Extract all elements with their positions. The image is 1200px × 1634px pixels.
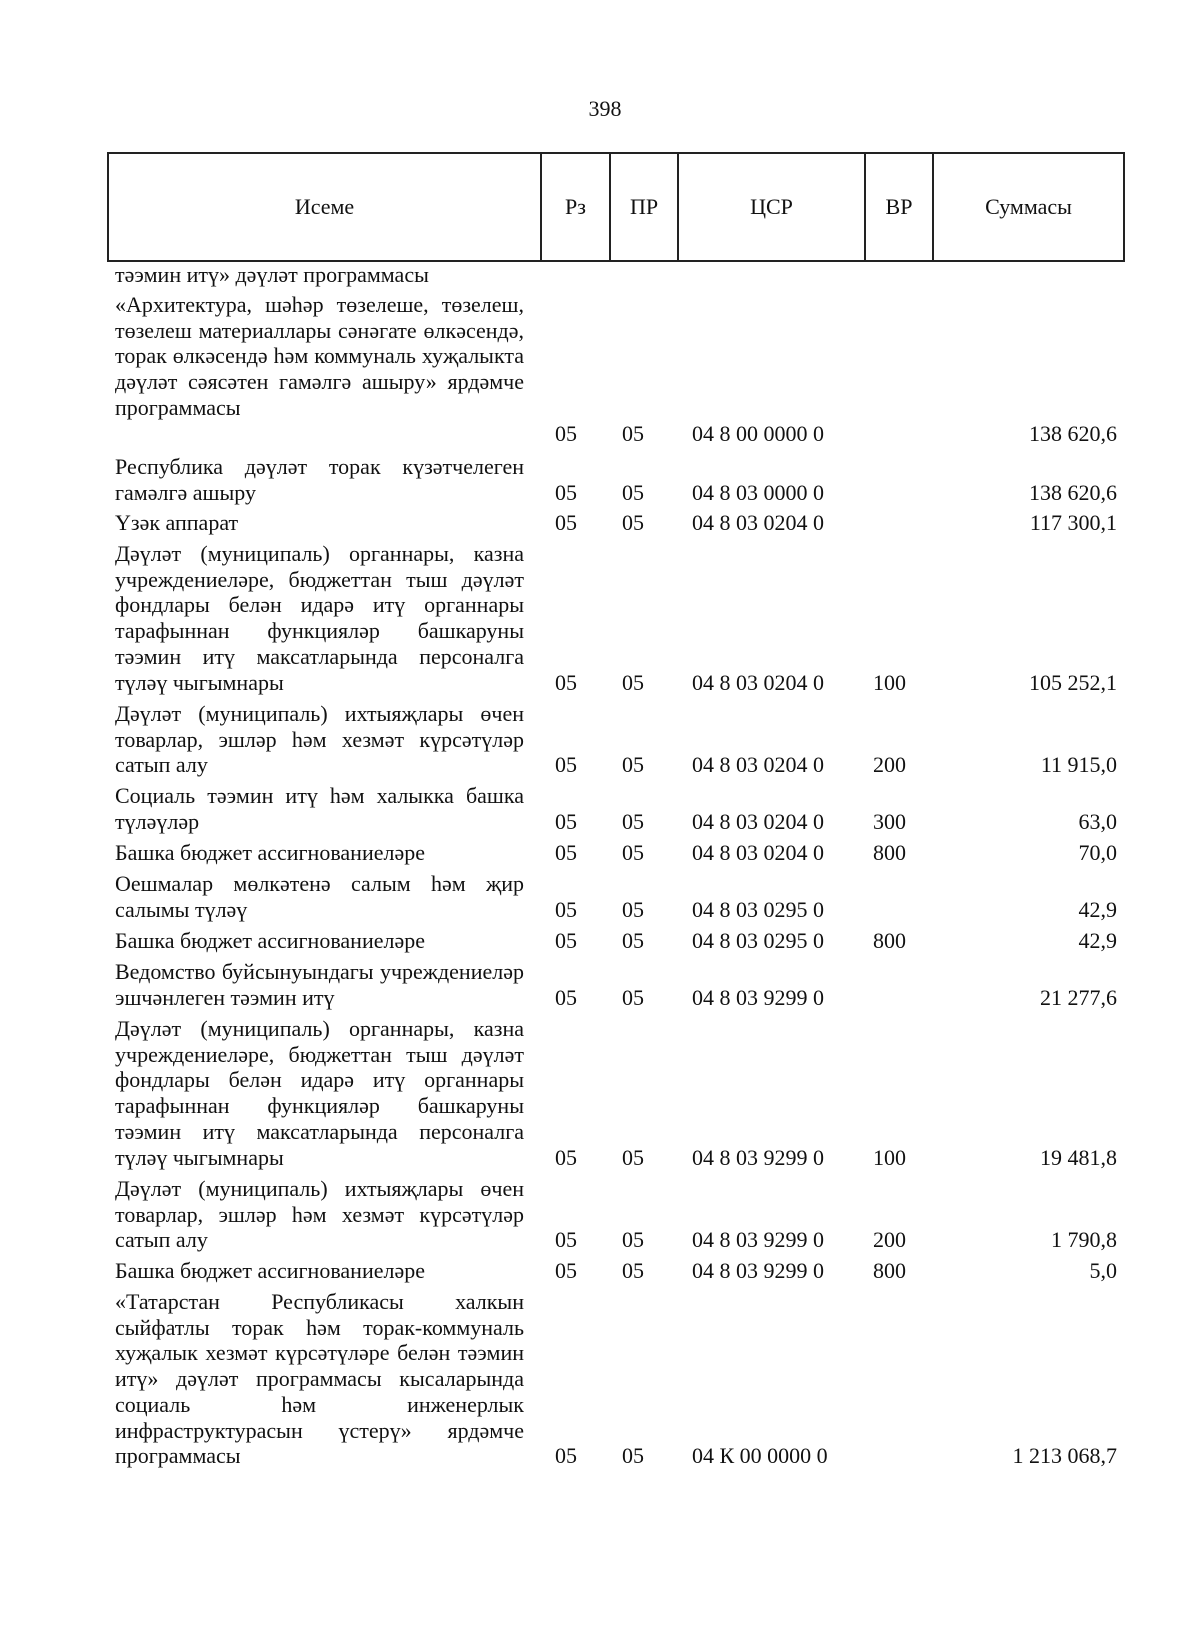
row-vr: 800	[873, 840, 906, 866]
row-name: «Архитектура, шәһәр төзелеше, төзелеш, төзелеш материаллары сәнәгате өлкәсендә, торак өлкәсендә һәм коммуналь хуҗалыкта дәүләт сәясәтен гамәлгә ашыру» ярдәмче программасы	[115, 292, 524, 420]
table-row	[0, 871, 1200, 923]
row-csr: 04 К 00 0000 0	[692, 1443, 828, 1469]
row-pr: 05	[622, 1227, 644, 1253]
row-rz: 05	[555, 840, 577, 866]
row-sum: 138 620,6	[1029, 421, 1117, 447]
header-rz: Рз	[540, 154, 609, 260]
row-csr: 04 8 00 0000 0	[692, 421, 824, 447]
row-name: Дәүләт (муниципаль) органнары, казна учреждениеләре, бюджеттан тыш дәүләт фондлары белән идарә итү органнары тарафыннан функцияләр башкаруны тәэмин итү максатларында персоналга түләү чыгымнары	[115, 1016, 524, 1170]
table-row	[0, 701, 1200, 778]
row-pr: 05	[622, 809, 644, 835]
row-csr: 04 8 03 0000 0	[692, 480, 824, 506]
table-row	[0, 454, 1200, 506]
row-rz: 05	[555, 897, 577, 923]
table-row	[0, 1176, 1200, 1253]
table-row	[0, 510, 1200, 536]
row-vr: 300	[873, 809, 906, 835]
header-pr: ПР	[609, 154, 677, 260]
row-rz: 05	[555, 752, 577, 778]
row-pr: 05	[622, 897, 644, 923]
row-csr: 04 8 03 9299 0	[692, 1145, 824, 1171]
row-name: Дәүләт (муниципаль) ихтыяҗлары өчен товарлар, эшләр һәм хезмәт күрсәтүләр сатып алу	[115, 1176, 524, 1253]
row-name: Оешмалар мөлкәтенә салым һәм җир салымы түләү	[115, 871, 524, 922]
row-csr: 04 8 03 9299 0	[692, 1258, 824, 1284]
table-row	[0, 1289, 1200, 1469]
row-csr: 04 8 03 0295 0	[692, 897, 824, 923]
header-name: Исеме	[294, 194, 355, 219]
row-vr: 100	[873, 1145, 906, 1171]
row-vr: 800	[873, 928, 906, 954]
row-sum: 21 277,6	[1040, 985, 1117, 1011]
row-pr: 05	[622, 670, 644, 696]
row-csr: 04 8 03 0204 0	[692, 752, 824, 778]
row-name: «Татарстан Республикасы халкын сыйфатлы торак һәм торак-коммуналь хуҗалык хезмәт күрсәтүләре белән тәэмин итү» дәүләт программасы кысаларында социаль һәм инженерлык инфраструктурасын үстерү» ярдәмче программасы	[115, 1289, 524, 1469]
row-sum: 138 620,6	[1029, 480, 1117, 506]
row-name: Республика дәүләт торак күзәтчелеген гамәлгә ашыру	[115, 454, 524, 505]
row-pr: 05	[622, 985, 644, 1011]
row-vr: 100	[873, 670, 906, 696]
table-row	[0, 1016, 1200, 1171]
row-pr: 05	[622, 510, 644, 536]
row-sum: 117 300,1	[1029, 510, 1117, 536]
row-csr: 04 8 03 9299 0	[692, 1227, 824, 1253]
row-pr: 05	[622, 1258, 644, 1284]
row-csr: 04 8 03 0204 0	[692, 510, 824, 536]
row-pr: 05	[622, 928, 644, 954]
table-row	[0, 262, 1200, 288]
row-name: Үзәк аппарат	[115, 510, 239, 535]
row-name: Дәүләт (муниципаль) органнары, казна учреждениеләре, бюджеттан тыш дәүләт фондлары белән идарә итү органнары тарафыннан функцияләр башкаруны тәэмин итү максатларында персоналга түләү чыгымнары	[115, 541, 524, 695]
page-number: 398	[588, 96, 622, 121]
row-rz: 05	[555, 480, 577, 506]
row-name: Социаль тәэмин итү һәм халыкка башка түләүләр	[115, 783, 524, 834]
row-vr: 200	[873, 1227, 906, 1253]
row-name: Дәүләт (муниципаль) ихтыяҗлары өчен товарлар, эшләр һәм хезмәт күрсәтүләр сатып алу	[115, 701, 524, 778]
row-sum: 1 213 068,7	[1012, 1443, 1117, 1469]
header-vr: ВР	[864, 154, 932, 260]
row-sum: 11 915,0	[1040, 752, 1117, 778]
row-sum: 19 481,8	[1040, 1145, 1117, 1171]
row-sum: 5,0	[1089, 1258, 1117, 1284]
row-rz: 05	[555, 510, 577, 536]
table-row	[0, 1258, 1200, 1284]
row-sum: 70,0	[1078, 840, 1117, 866]
row-name: Ведомство буйсынуындагы учреждениеләр эшчәнлеген тәэмин итү	[115, 959, 524, 1010]
row-sum: 105 252,1	[1029, 670, 1117, 696]
row-rz: 05	[555, 1227, 577, 1253]
row-name: Башка бюджет ассигнованиеләре	[115, 928, 425, 953]
table-row	[0, 292, 1200, 447]
header-sum: Суммасы	[932, 154, 1123, 260]
row-pr: 05	[622, 840, 644, 866]
row-rz: 05	[555, 1258, 577, 1284]
row-rz: 05	[555, 1443, 577, 1469]
row-csr: 04 8 03 9299 0	[692, 985, 824, 1011]
row-rz: 05	[555, 670, 577, 696]
table-header	[107, 152, 1125, 262]
row-csr: 04 8 03 0204 0	[692, 670, 824, 696]
row-pr: 05	[622, 1145, 644, 1171]
row-name: Башка бюджет ассигнованиеләре	[115, 840, 425, 865]
row-name: тәэмин итү» дәүләт программасы	[115, 262, 429, 287]
row-name: Башка бюджет ассигнованиеләре	[115, 1258, 425, 1283]
row-csr: 04 8 03 0204 0	[692, 840, 824, 866]
row-rz: 05	[555, 809, 577, 835]
table-row	[0, 541, 1200, 696]
row-sum: 1 790,8	[1051, 1227, 1117, 1253]
row-rz: 05	[555, 1145, 577, 1171]
row-pr: 05	[622, 421, 644, 447]
header-csr: ЦСР	[677, 154, 864, 260]
row-rz: 05	[555, 985, 577, 1011]
row-pr: 05	[622, 752, 644, 778]
table-row	[0, 783, 1200, 835]
row-vr: 200	[873, 752, 906, 778]
row-sum: 42,9	[1078, 928, 1117, 954]
table-row	[0, 840, 1200, 866]
row-csr: 04 8 03 0204 0	[692, 809, 824, 835]
row-sum: 42,9	[1078, 897, 1117, 923]
row-rz: 05	[555, 928, 577, 954]
row-pr: 05	[622, 1443, 644, 1469]
row-pr: 05	[622, 480, 644, 506]
row-csr: 04 8 03 0295 0	[692, 928, 824, 954]
row-vr: 800	[873, 1258, 906, 1284]
table-row	[0, 959, 1200, 1011]
row-rz: 05	[555, 421, 577, 447]
table-row	[0, 928, 1200, 954]
row-sum: 63,0	[1078, 809, 1117, 835]
